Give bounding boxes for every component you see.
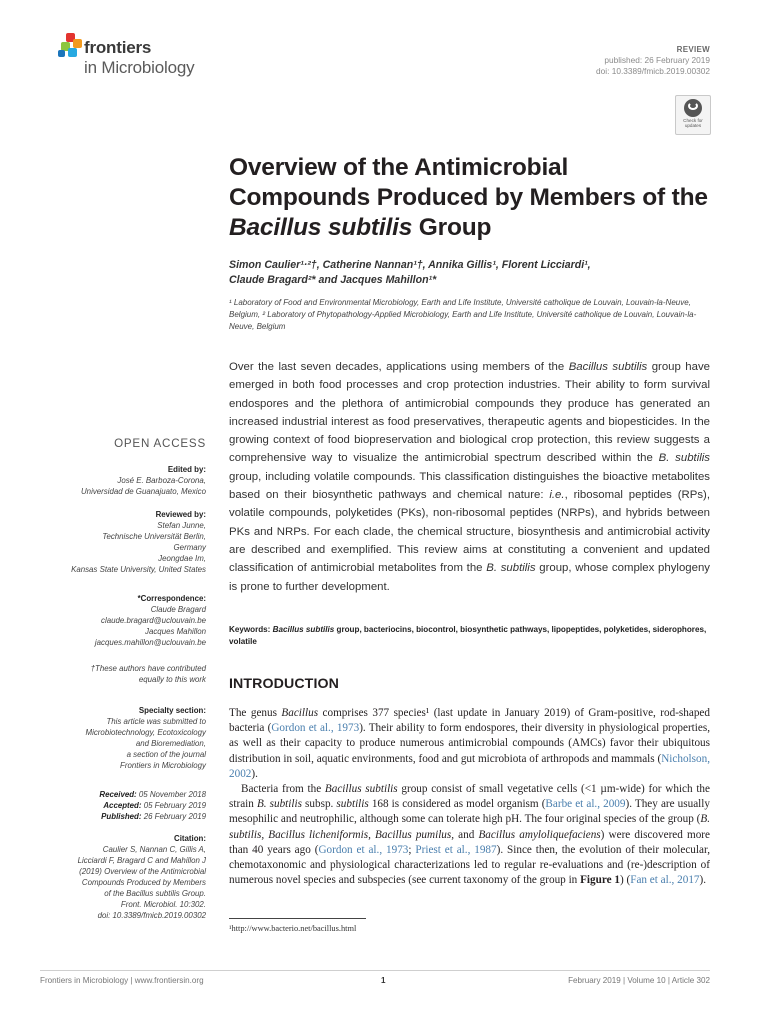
abstract-text: group, including volatile compounds. This classification distinguishes the bioactive metabolites based on their biosynthetic pathways and chemical nature: <box>229 470 710 502</box>
body-text: ) ( <box>619 874 631 887</box>
citation-link[interactable]: Gordon et al., 1973 <box>271 722 360 735</box>
abstract-italic: Bacillus subtilis <box>568 361 648 373</box>
article-doi[interactable]: doi: 10.3389/fmicb.2019.00302 <box>596 66 710 76</box>
correspondent-name: Claude Bragard <box>150 605 206 614</box>
abstract-text: group have emerged in both food processes and crop protection industries. Their ability to form survival endospores and the plethora of antimicrobial compounds they produce has generated an increased industrial interest as food preservatives, therapeutic agents and biopesticides. In the growing context of food biopreservation and biological crop protection, this review suggests a comprehensive way to visualize the antimicrobial spectrum described within the <box>229 361 710 465</box>
logo-square-lightblue <box>68 48 77 57</box>
citation-block <box>40 833 206 921</box>
citation-line: of the Bacillus subtilis Group. <box>104 889 206 898</box>
specialty-section-block <box>40 705 206 771</box>
logo-square-blue <box>58 50 65 57</box>
body-text: subsp. <box>301 798 337 811</box>
correspondence-label: *Correspondence: <box>137 594 206 603</box>
edited-by-block <box>40 464 206 497</box>
keywords-italic: Bacillus subtilis <box>272 625 335 634</box>
abstract-text: Over the last seven decades, applications using members of the <box>229 361 569 373</box>
journal-logo[interactable] <box>58 33 248 83</box>
body-italic: Bacillus subtilis <box>324 783 398 795</box>
abstract-text: , ribosomal peptides (RPs), volatile compounds, polyketides (PKs), non-ribosomal peptides (NRPs), and hybrids between PKs and NRPs. For each clade, the chemical structure, biosynthesis and antimicrobial activity are described and exemplified. This review aims at constituting a convenient and updated classification of antimicrobial metabolites from the <box>229 489 710 575</box>
body-text: ). <box>251 767 258 780</box>
received-label: Received: <box>99 790 137 799</box>
specialty-line: Microbiotechnology, Ecotoxicology <box>85 728 206 737</box>
abstract-italic: B. subtilis <box>658 452 711 465</box>
affiliations: ¹ Laboratory of Food and Environmental Microbiology, Earth and Life Institute, Université catholique de Louvain, Louvain-la-Neuve, Belgium, ² Laboratory of Phytopathology-Applied Microbiology, Earth and Life Institute, Université catholique de Louvain, Louvain-la-Neuve, Belgium <box>229 298 697 331</box>
citation-line: Front. Microbiol. 10:302. <box>120 900 206 909</box>
citation-line: Licciardi F, Bragard C and Mahillon J <box>77 856 206 865</box>
authors-line2: Claude Bragard²* and Jacques Mahillon¹* <box>229 274 437 286</box>
correspondence-block <box>40 593 206 648</box>
title-italic: Bacillus subtilis <box>229 214 413 241</box>
abstract-italic: B. subtilis <box>486 562 536 575</box>
check-updates-icon <box>684 99 702 117</box>
section-heading-introduction: INTRODUCTION <box>229 676 339 692</box>
accepted-date: 05 February 2019 <box>141 801 206 810</box>
body-paragraph-2 <box>229 782 710 888</box>
check-updates-line2: updates <box>684 123 702 128</box>
reviewer-affiliation: Germany <box>173 543 206 552</box>
body-text: group consist of small vegetative cells (<1 µm-wide) for which the strain <box>229 783 710 811</box>
equal-note-line: equally to this work <box>138 675 206 684</box>
open-access-label: OPEN ACCESS <box>114 437 206 450</box>
abstract-text: group, whose complex phylogeny is prone to further development. <box>229 562 710 593</box>
specialty-line: This article was submitted to <box>106 717 206 726</box>
published-date-sidebar: 26 February 2019 <box>141 812 206 821</box>
specialty-line: and Bioremediation, <box>135 739 206 748</box>
title-part1: Overview of the Antimicrobial Compounds Produced by Members of the <box>229 154 708 211</box>
body-text: ). Their ability to form endospores, their diversity in physiological properties, as well as their capacity to produce numerous antimicrobial compounds (AMCs) favor their ubiquitous distribution in soil, aquatic environments, food and gut microbiota of arthropods and mammals ( <box>229 722 710 765</box>
editor-name: José E. Barboza-Corona, <box>117 476 206 485</box>
correspondent-email-link[interactable]: claude.bragard@uclouvain.be <box>101 616 206 625</box>
check-updates-line1: Check for <box>683 118 703 123</box>
footer-journal-link[interactable]: Frontiers in Microbiology | www.frontiersin.org <box>40 976 204 985</box>
figure-link[interactable]: Figure 1 <box>580 874 620 887</box>
article-title <box>229 153 709 243</box>
title-part2: Group <box>412 214 492 241</box>
logo-word-journal: in Microbiology <box>84 58 195 77</box>
keywords-label: Keywords: <box>229 625 273 634</box>
specialty-line: Frontiers in Microbiology <box>120 761 206 770</box>
abstract-italic: i.e. <box>549 489 565 502</box>
reviewed-by-block <box>40 509 206 575</box>
citation-line: Compounds Produced by Members <box>81 878 206 887</box>
keywords-list: group, bacteriocins, biocontrol, biosynthetic pathways, lipopeptides, polyketides, siderophores, volatile <box>229 625 707 646</box>
body-italic: subtilis <box>336 798 369 811</box>
abstract <box>229 358 710 596</box>
body-text: ) were discovered more than 40 years ago ( <box>229 828 710 856</box>
author-list <box>229 258 709 288</box>
article-type: REVIEW <box>676 45 710 54</box>
specialty-label: Specialty section: <box>138 706 206 715</box>
body-text: 168 is considered as model organism ( <box>368 798 546 811</box>
citation-line: Caulier S, Nannan C, Gillis A, <box>102 845 206 854</box>
logo-word-frontiers: frontiers <box>84 38 152 57</box>
editor-affiliation: Universidad de Guanajuato, Mexico <box>80 487 206 496</box>
reviewed-by-label: Reviewed by: <box>155 510 206 519</box>
published-label: Published: <box>101 812 142 821</box>
body-italic: Bacillus <box>281 707 319 719</box>
reviewer-affiliation: Kansas State University, United States <box>71 565 206 574</box>
body-text: Bacteria from the <box>241 783 325 795</box>
citation-doi-link[interactable]: doi: 10.3389/fmicb.2019.00302 <box>97 911 206 920</box>
reviewer-name: Stefan Junne, <box>157 521 206 530</box>
correspondent-email-link[interactable]: jacques.mahillon@uclouvain.be <box>94 638 206 647</box>
dates-block <box>40 789 206 822</box>
citation-link[interactable]: Fan et al., 2017 <box>630 874 700 887</box>
authors-line1: Simon Caulier¹·²†, Catherine Nannan¹†, Annika Gillis¹, Florent Licciardi¹, <box>229 259 591 271</box>
citation-link[interactable]: Gordon et al., 1973 <box>318 843 409 856</box>
page-number: 1 <box>381 976 386 985</box>
edited-by-label: Edited by: <box>167 465 206 474</box>
body-italic: B. subtilis, Bacillus licheniformis, Bacillus pumilus, <box>229 813 710 841</box>
equal-note-line: †These authors have contributed <box>90 664 206 673</box>
body-text: The genus <box>229 707 282 719</box>
keywords <box>229 624 710 647</box>
body-text: comprises 377 species¹ (last update in January 2019) of Gram-positive, rod-shaped bacteria ( <box>229 707 710 735</box>
citation-link[interactable]: Nicholson, 2002 <box>229 752 710 780</box>
body-text: ; <box>408 843 416 856</box>
specialty-line: a section of the journal <box>126 750 206 759</box>
reviewer-affiliation: Technische Universität Berlin, <box>102 532 206 541</box>
footer-divider <box>40 970 710 971</box>
correspondent-name: Jacques Mahillon <box>145 627 206 636</box>
body-italic: B. subtilis <box>256 798 302 811</box>
footnote-divider <box>229 918 366 919</box>
footer-issue-info: February 2019 | Volume 10 | Article 302 <box>568 976 710 985</box>
citation-link[interactable]: Barbe et al., 2009 <box>545 798 626 811</box>
frontiers-logo-icon <box>58 33 82 59</box>
body-italic: Bacillus amyloliquefaciens <box>478 828 601 841</box>
body-text: ). They are usually mesophilic and neutrophilic, although some can tolerate high pH. The four original species of the group ( <box>229 798 710 826</box>
equal-contribution-note <box>40 663 206 685</box>
article-meta <box>596 44 710 77</box>
citation-label: Citation: <box>174 834 206 843</box>
body-text: ). <box>699 874 707 887</box>
received-date: 05 November 2018 <box>136 790 206 799</box>
check-for-updates-button[interactable] <box>675 95 711 135</box>
logo-square-orange <box>73 39 82 48</box>
body-paragraph-1 <box>229 706 710 782</box>
citation-link[interactable]: Priest et al., 1987 <box>415 843 497 856</box>
reviewer-name: Jeongdae Im, <box>158 554 206 563</box>
body-text: ). Since then, the evolution of their molecular, chemotaxonomic and physiological characterizations led to regular re-evaluations and (re-)description of numerous novel species and subspecies (see current taxonomy of the group in <box>229 843 711 887</box>
footnote-link[interactable]: ¹http://www.bacterio.net/bacillus.html <box>229 924 357 933</box>
published-date: published: 26 February 2019 <box>604 55 710 65</box>
body-text: and <box>454 828 479 841</box>
citation-line: (2019) Overview of the Antimicrobial <box>79 867 206 876</box>
accepted-label: Accepted: <box>103 801 142 810</box>
